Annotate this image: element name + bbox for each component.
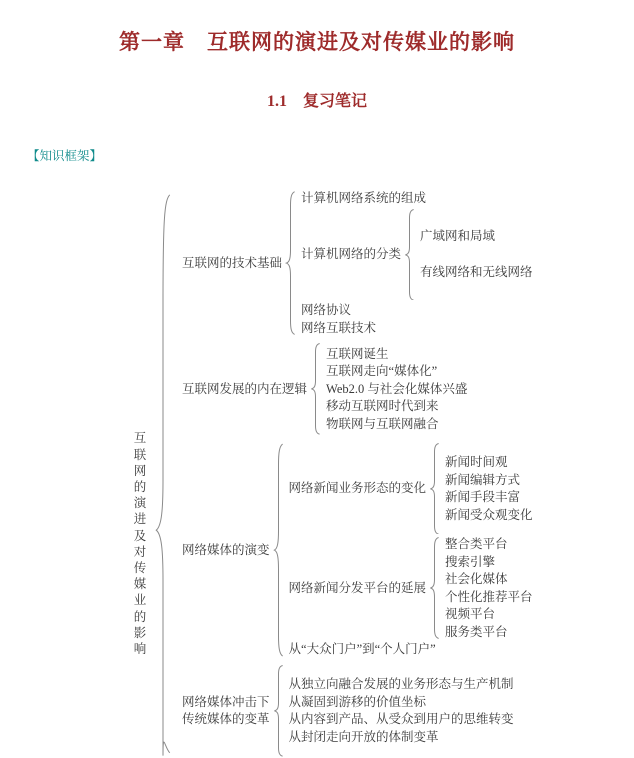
tree-node-label: 从凝固到游移的价值坐标 (288, 694, 427, 709)
tree-children (289, 442, 533, 658)
tree-node (182, 342, 533, 436)
tree-node (301, 190, 533, 207)
tree-node (445, 454, 533, 471)
tree-node-label: 计算机网络系统的组成 (301, 191, 427, 205)
tree-node (445, 606, 533, 623)
tree-node-label: 从封闭走向开放的体制变革 (288, 729, 439, 744)
tree-node (445, 589, 533, 606)
tree-node-label: 新闻受众观变化 (445, 507, 533, 522)
tree-node (301, 302, 533, 319)
tree-root (132, 190, 634, 758)
tree-node (445, 472, 533, 489)
tree-node-label: 广域网和局域 (420, 228, 496, 243)
tree-node-label: 移动互联网时代到来 (326, 399, 439, 414)
tree-node (289, 711, 514, 728)
tree-node (182, 190, 533, 336)
brace-icon (429, 537, 440, 639)
tree-node-label: 服务类平台 (445, 624, 508, 639)
tree-node (445, 571, 533, 588)
tree-node (289, 641, 533, 658)
tree-node-label: 网络媒体冲击下传统媒体的变革 (182, 695, 270, 726)
tree-node (445, 554, 533, 571)
tree-node-label: 社会化媒体 (445, 572, 508, 587)
brace-icon (285, 191, 296, 335)
tree-node (326, 346, 467, 363)
tree-node-label: 互联网的技术基础 (182, 255, 283, 270)
page-subtitle: 1.1 复习笔记 (266, 93, 367, 110)
tree-node-label: 新闻手段丰富 (445, 490, 521, 505)
tree-node (445, 536, 533, 553)
brace-icon (429, 443, 440, 535)
tree-children (289, 676, 514, 745)
tree-node (301, 208, 533, 302)
section-label: 【知识框架】 (27, 149, 103, 163)
tree-node-label: 计算机网络的分类 (301, 247, 402, 262)
tree-node-label: 从“大众门户”到“个人门户” (288, 642, 436, 657)
tree-node (289, 536, 533, 640)
tree-node (420, 228, 533, 245)
tree-node (289, 676, 514, 693)
tree-node-label: 互联网走向“媒体化” (326, 364, 438, 379)
tree-node-label: 网络新闻分发平台的延展 (288, 581, 427, 596)
tree-children (445, 454, 533, 523)
brace-icon (154, 192, 172, 756)
tree-node-label: 新闻时间观 (445, 455, 508, 470)
tree-node (445, 489, 533, 506)
page-title: 第一章 互联网的演进及对传媒业的影响 (119, 31, 515, 54)
tree-node-label: 互联网诞生 (326, 346, 389, 361)
tree-node (420, 264, 533, 281)
tree-node-label: 网络互联技术 (301, 320, 377, 335)
tree-node-label: 整合类平台 (445, 537, 508, 552)
tree-node (289, 694, 514, 711)
tree-node-label: 从独立向融合发展的业务形态与生产机制 (288, 677, 514, 692)
tree-node-label: 网络媒体的演变 (182, 542, 270, 557)
tree-node (326, 381, 467, 398)
tree-node-label: 有线网络和无线网络 (420, 265, 533, 280)
tree-children (445, 536, 533, 640)
tree-node (326, 398, 467, 415)
tree-node-label: 网络新闻业务形态的变化 (288, 481, 427, 496)
tree-node-label: 视频平台 (445, 607, 496, 622)
tree-node-label: 新闻编辑方式 (445, 472, 521, 487)
tree-node (182, 442, 533, 658)
tree-node (289, 729, 514, 746)
tree-node (289, 442, 533, 536)
tree-node-label: 从内容到产品、从受众到用户的思维转变 (288, 712, 514, 727)
tree-node (182, 664, 533, 758)
tree-node (445, 507, 533, 524)
tree-node (445, 624, 533, 641)
tree-node-label: Web2.0 与社会化媒体兴盛 (326, 381, 468, 396)
brace-icon (310, 343, 321, 435)
brace-icon (273, 665, 284, 757)
brace-icon (404, 209, 415, 301)
tree-children (326, 346, 467, 433)
tree-node (301, 320, 533, 337)
tree-root-label: 互联网的演进及对传媒业的影响 (133, 431, 147, 657)
tree-node-label: 互联网发展的内在逻辑 (182, 381, 308, 396)
tree-children (301, 190, 533, 336)
tree-node-label: 搜索引擎 (445, 554, 496, 569)
tree-node-label: 网络协议 (301, 303, 352, 318)
tree-node-label: 个性化推荐平台 (445, 589, 533, 604)
knowledge-tree (132, 190, 634, 758)
tree-children (182, 190, 533, 758)
tree-node (326, 363, 467, 380)
brace-icon (273, 443, 284, 657)
tree-node-label: 物联网与互联网融合 (326, 416, 439, 431)
tree-children (420, 228, 533, 281)
tree-node (326, 416, 467, 433)
